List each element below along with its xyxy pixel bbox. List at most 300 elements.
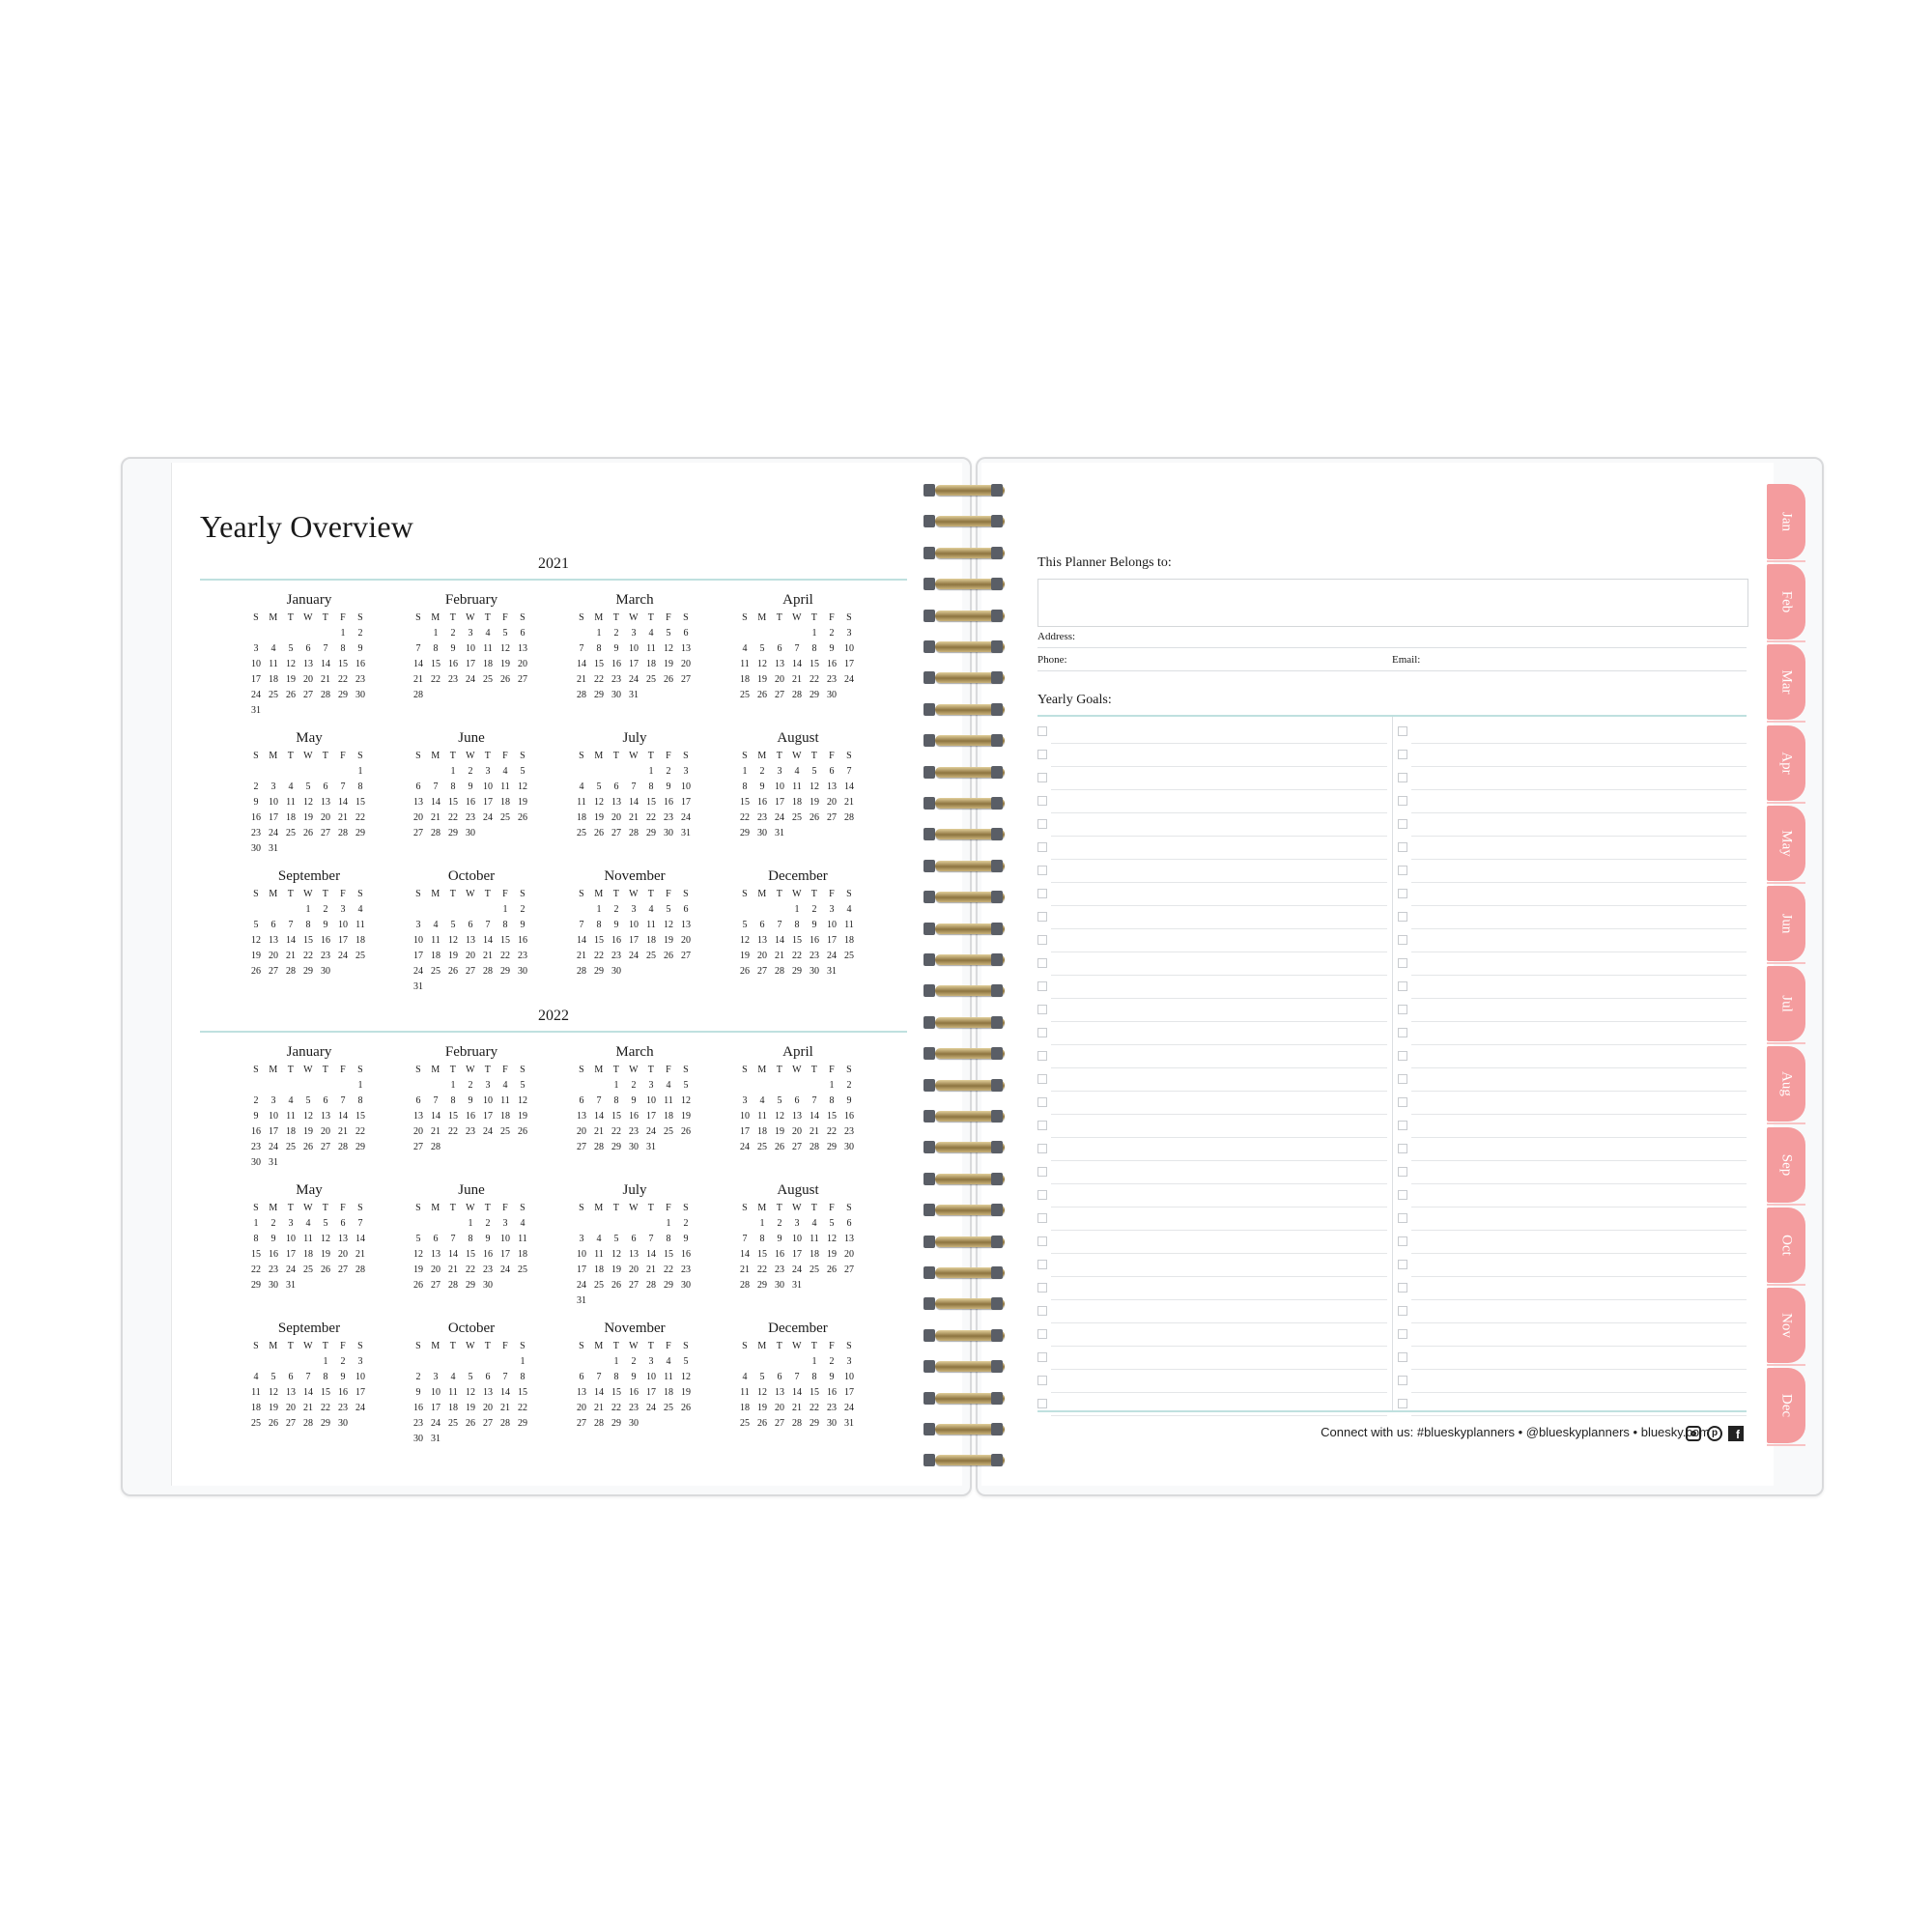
spiral-ring — [931, 1232, 1010, 1253]
day-number: 8 — [253, 1234, 259, 1244]
weekday-label: T — [322, 1065, 329, 1075]
day-number: 8 — [502, 920, 508, 930]
day-number: 5 — [829, 1218, 835, 1229]
weekday-label: S — [415, 751, 421, 761]
week-row — [736, 688, 860, 703]
punch-hole — [923, 1173, 935, 1185]
goal-checkbox[interactable] — [1398, 842, 1407, 852]
weekday-label: S — [742, 889, 748, 899]
day-number: 18 — [303, 1249, 313, 1260]
day-number: 16 — [251, 1126, 261, 1137]
day-number: 1 — [613, 1356, 619, 1367]
month-name: October — [447, 868, 496, 884]
punch-hole — [991, 953, 1003, 966]
day-number: 15 — [355, 797, 365, 808]
weekday-label: S — [846, 1065, 852, 1075]
day-number: 1 — [811, 1356, 817, 1367]
day-number: 17 — [251, 674, 261, 685]
day-number: 1 — [829, 1080, 835, 1091]
goal-row[interactable] — [1037, 952, 1387, 976]
day-number: 9 — [759, 781, 765, 792]
goal-checkbox[interactable] — [1398, 1399, 1407, 1408]
goal-row[interactable] — [1398, 1208, 1747, 1231]
goal-checkbox[interactable] — [1398, 1213, 1407, 1223]
day-number: 31 — [251, 705, 261, 716]
day-number: 18 — [740, 1403, 750, 1413]
tab-jun[interactable] — [1767, 886, 1805, 961]
goal-row[interactable] — [1037, 883, 1387, 906]
day-number: 3 — [468, 628, 473, 639]
goal-checkbox[interactable] — [1037, 1167, 1047, 1177]
tab-apr[interactable] — [1767, 725, 1805, 801]
goal-checkbox[interactable] — [1037, 912, 1047, 922]
goal-checkbox[interactable] — [1037, 1283, 1047, 1293]
goal-checkbox[interactable] — [1037, 981, 1047, 991]
day-number: 31 — [827, 966, 837, 977]
day-number: 25 — [483, 674, 493, 685]
goal-row[interactable] — [1398, 1323, 1747, 1347]
goal-row[interactable] — [1037, 721, 1387, 744]
day-number: 12 — [448, 935, 458, 946]
facebook-icon[interactable]: f — [1728, 1426, 1744, 1441]
day-number: 23 — [338, 1403, 348, 1413]
goal-checkbox[interactable] — [1037, 1376, 1047, 1385]
punch-hole — [991, 860, 1003, 872]
address-label: Address: — [1037, 631, 1076, 642]
goal-checkbox[interactable] — [1037, 1399, 1047, 1408]
tab-aug[interactable] — [1767, 1046, 1805, 1122]
day-number: 12 — [518, 1095, 527, 1106]
goal-checkbox[interactable] — [1398, 1329, 1407, 1339]
punch-hole — [991, 1360, 1003, 1373]
weekday-label: S — [357, 1065, 363, 1075]
goal-checkbox[interactable] — [1398, 1074, 1407, 1084]
day-number: 4 — [648, 904, 654, 915]
month-name: May — [296, 730, 323, 746]
day-number: 19 — [757, 1403, 767, 1413]
goal-row[interactable] — [1037, 1231, 1387, 1254]
tab-nov[interactable] — [1767, 1288, 1805, 1363]
goal-checkbox[interactable] — [1037, 1236, 1047, 1246]
goal-row[interactable] — [1398, 906, 1747, 929]
goal-checkbox[interactable] — [1398, 1167, 1407, 1177]
day-number: 20 — [577, 1403, 586, 1413]
week-row — [410, 1140, 533, 1155]
day-number: 17 — [269, 812, 278, 823]
day-number: 13 — [757, 935, 767, 946]
day-number: 9 — [631, 1372, 637, 1382]
goal-checkbox[interactable] — [1037, 1306, 1047, 1316]
goal-checkbox[interactable] — [1398, 981, 1407, 991]
goal-row[interactable] — [1398, 976, 1747, 999]
goal-row[interactable] — [1037, 976, 1387, 999]
day-number: 7 — [415, 643, 421, 654]
goal-row[interactable] — [1037, 1068, 1387, 1092]
punch-hole — [991, 1173, 1003, 1185]
weekday-label: T — [449, 1341, 457, 1351]
punch-hole — [991, 1454, 1003, 1466]
goal-checkbox[interactable] — [1398, 796, 1407, 806]
goal-row[interactable] — [1398, 952, 1747, 976]
day-number: 8 — [305, 920, 311, 930]
goal-checkbox[interactable] — [1037, 842, 1047, 852]
day-number: 27 — [681, 674, 691, 685]
week-row — [573, 826, 696, 841]
day-number: 21 — [792, 674, 802, 685]
goal-row[interactable] — [1037, 1323, 1387, 1347]
goal-checkbox[interactable] — [1037, 1144, 1047, 1153]
weekday-header — [247, 1339, 371, 1354]
week-row — [573, 764, 696, 780]
goal-checkbox[interactable] — [1037, 1028, 1047, 1037]
day-number: 26 — [664, 674, 673, 685]
goal-checkbox[interactable] — [1037, 773, 1047, 782]
tab-label: May — [1778, 830, 1795, 857]
goal-checkbox[interactable] — [1398, 819, 1407, 829]
goal-row[interactable] — [1398, 999, 1747, 1022]
goal-checkbox[interactable] — [1398, 1097, 1407, 1107]
day-number: 5 — [759, 1372, 765, 1382]
goal-row[interactable] — [1037, 1138, 1387, 1161]
day-number: 22 — [431, 674, 440, 685]
goal-row[interactable] — [1037, 929, 1387, 952]
goal-checkbox[interactable] — [1037, 750, 1047, 759]
tab-label: Aug — [1778, 1071, 1795, 1097]
weekday-label: T — [612, 751, 620, 761]
goal-row[interactable] — [1037, 1277, 1387, 1300]
day-number: 20 — [321, 1126, 330, 1137]
month-calendar — [736, 866, 860, 980]
day-number: 22 — [321, 1403, 330, 1413]
goal-row[interactable] — [1037, 1300, 1387, 1323]
day-number: 18 — [664, 1387, 673, 1398]
goal-checkbox[interactable] — [1037, 796, 1047, 806]
goal-checkbox[interactable] — [1398, 726, 1407, 736]
goal-checkbox[interactable] — [1037, 1213, 1047, 1223]
day-number: 12 — [594, 797, 604, 808]
goal-checkbox[interactable] — [1398, 958, 1407, 968]
month-calendar — [247, 589, 371, 719]
tab-separator — [1767, 1364, 1805, 1366]
weekday-header — [410, 1201, 533, 1216]
goal-checkbox[interactable] — [1398, 1260, 1407, 1269]
day-number: 29 — [611, 1418, 621, 1429]
day-number: 30 — [681, 1280, 691, 1291]
punch-hole — [923, 953, 935, 966]
goal-row[interactable] — [1398, 883, 1747, 906]
goal-row[interactable] — [1398, 1068, 1747, 1092]
week-row — [247, 1385, 371, 1401]
week-row — [736, 764, 860, 780]
goal-checkbox[interactable] — [1398, 1352, 1407, 1362]
month-name: June — [458, 1182, 485, 1198]
day-number: 15 — [611, 1387, 621, 1398]
week-row — [573, 641, 696, 657]
goal-row[interactable] — [1398, 1254, 1747, 1277]
week-row — [573, 626, 696, 641]
day-number: 24 — [844, 1403, 854, 1413]
day-number: 2 — [759, 766, 765, 777]
week-row — [573, 1263, 696, 1278]
goal-checkbox[interactable] — [1037, 1121, 1047, 1130]
goal-row[interactable] — [1398, 1370, 1747, 1393]
goal-row[interactable] — [1037, 1393, 1387, 1416]
goal-checkbox[interactable] — [1037, 1352, 1047, 1362]
week-row — [247, 672, 371, 688]
tab-dec[interactable] — [1767, 1368, 1805, 1443]
day-number: 18 — [646, 659, 656, 669]
tab-jan[interactable] — [1767, 484, 1805, 559]
day-number: 23 — [611, 674, 621, 685]
month-calendar — [247, 1318, 371, 1432]
month-calendar — [736, 1179, 860, 1293]
month-name: September — [277, 868, 341, 884]
goal-row[interactable] — [1398, 813, 1747, 837]
day-number: 24 — [500, 1264, 510, 1275]
tab-jul[interactable] — [1767, 966, 1805, 1041]
weekday-label: T — [776, 612, 783, 623]
day-number: 16 — [681, 1249, 691, 1260]
goal-checkbox[interactable] — [1037, 1097, 1047, 1107]
instagram-icon[interactable] — [1686, 1426, 1701, 1441]
day-number: 13 — [681, 643, 691, 654]
goal-checkbox[interactable] — [1037, 1074, 1047, 1084]
goal-row[interactable] — [1037, 813, 1387, 837]
phone-email-line[interactable] — [1037, 670, 1747, 671]
punch-hole — [923, 1266, 935, 1279]
goal-row[interactable] — [1398, 744, 1747, 767]
goal-row[interactable] — [1398, 1277, 1747, 1300]
goal-checkbox[interactable] — [1037, 1260, 1047, 1269]
day-number: 6 — [846, 1218, 852, 1229]
tab-oct[interactable] — [1767, 1208, 1805, 1283]
spiral-ring — [931, 1043, 1010, 1065]
day-number: 23 — [413, 1418, 423, 1429]
day-number: 5 — [742, 920, 748, 930]
goal-row[interactable] — [1398, 837, 1747, 860]
goal-row[interactable] — [1037, 1347, 1387, 1370]
goal-row[interactable] — [1037, 999, 1387, 1022]
day-number: 6 — [613, 781, 619, 792]
day-number: 28 — [810, 1142, 819, 1152]
day-number: 24 — [483, 1126, 493, 1137]
goal-row[interactable] — [1398, 1300, 1747, 1323]
day-number: 15 — [611, 1111, 621, 1122]
goal-row[interactable] — [1037, 1045, 1387, 1068]
goal-checkbox[interactable] — [1037, 1329, 1047, 1339]
goal-checkbox[interactable] — [1037, 866, 1047, 875]
goal-checkbox[interactable] — [1398, 773, 1407, 782]
month-name: February — [444, 1044, 498, 1060]
goal-checkbox[interactable] — [1398, 1121, 1407, 1130]
goal-checkbox[interactable] — [1398, 935, 1407, 945]
day-number: 4 — [305, 1218, 311, 1229]
day-number: 21 — [355, 1249, 365, 1260]
day-number: 23 — [466, 812, 475, 823]
tab-separator — [1767, 802, 1805, 804]
goal-row[interactable] — [1037, 1370, 1387, 1393]
goal-row[interactable] — [1037, 744, 1387, 767]
goal-checkbox[interactable] — [1037, 1190, 1047, 1200]
day-number: 15 — [431, 659, 440, 669]
day-number: 17 — [355, 1387, 365, 1398]
week-row — [410, 1278, 533, 1293]
weekday-label: T — [287, 1203, 295, 1213]
day-number: 1 — [323, 1356, 328, 1367]
day-number: 22 — [355, 1126, 365, 1137]
belongs-to-field[interactable] — [1037, 579, 1748, 627]
goal-row[interactable] — [1037, 837, 1387, 860]
pinterest-icon[interactable]: p — [1707, 1426, 1722, 1441]
day-number: 9 — [340, 1372, 346, 1382]
weekday-label: W — [629, 751, 639, 761]
weekday-label: T — [647, 612, 655, 623]
day-number: 13 — [518, 643, 527, 654]
day-number: 1 — [340, 628, 346, 639]
day-number: 26 — [664, 951, 673, 961]
day-number: 14 — [775, 935, 784, 946]
day-number: 14 — [338, 797, 348, 808]
weekday-label: F — [340, 1203, 346, 1213]
week-row — [247, 918, 371, 933]
goal-checkbox[interactable] — [1037, 1005, 1047, 1014]
day-number: 26 — [775, 1142, 784, 1152]
weekday-label: T — [612, 1203, 620, 1213]
day-number: 11 — [740, 1387, 750, 1398]
tab-mar[interactable] — [1767, 644, 1805, 720]
goal-row[interactable] — [1398, 721, 1747, 744]
goal-checkbox[interactable] — [1398, 1376, 1407, 1385]
day-number: 8 — [794, 920, 800, 930]
day-number: 9 — [253, 1111, 259, 1122]
day-number: 5 — [666, 904, 671, 915]
weekday-label: F — [666, 1065, 671, 1075]
day-number: 16 — [810, 935, 819, 946]
goal-row[interactable] — [1037, 1022, 1387, 1045]
day-number: 30 — [251, 843, 261, 854]
goal-checkbox[interactable] — [1037, 819, 1047, 829]
day-number: 13 — [483, 1387, 493, 1398]
goal-row[interactable] — [1398, 1184, 1747, 1208]
goal-row[interactable] — [1037, 790, 1387, 813]
weekday-label: T — [322, 751, 329, 761]
goal-checkbox[interactable] — [1398, 1144, 1407, 1153]
week-row — [410, 626, 533, 641]
day-number: 25 — [269, 690, 278, 700]
goal-row[interactable] — [1398, 1347, 1747, 1370]
goal-row[interactable] — [1037, 860, 1387, 883]
goal-checkbox[interactable] — [1398, 866, 1407, 875]
week-row — [410, 1354, 533, 1370]
goal-row[interactable] — [1398, 929, 1747, 952]
day-number: 6 — [777, 1372, 782, 1382]
goal-checkbox[interactable] — [1037, 726, 1047, 736]
goal-checkbox[interactable] — [1398, 1306, 1407, 1316]
month-calendar — [736, 1318, 860, 1432]
goal-checkbox[interactable] — [1037, 958, 1047, 968]
tab-label: Dec — [1778, 1394, 1795, 1418]
day-number: 21 — [483, 951, 493, 961]
goal-row[interactable] — [1037, 1208, 1387, 1231]
goal-checkbox[interactable] — [1398, 750, 1407, 759]
day-number: 18 — [286, 1126, 296, 1137]
goal-row[interactable] — [1398, 1092, 1747, 1115]
goal-row[interactable] — [1037, 906, 1387, 929]
tab-feb[interactable] — [1767, 564, 1805, 639]
week-row — [573, 964, 696, 980]
goal-checkbox[interactable] — [1398, 1190, 1407, 1200]
goal-checkbox[interactable] — [1037, 1051, 1047, 1061]
goal-row[interactable] — [1037, 1184, 1387, 1208]
weekday-label: T — [287, 1341, 295, 1351]
goal-row[interactable] — [1398, 1231, 1747, 1254]
goal-row[interactable] — [1398, 860, 1747, 883]
goal-row[interactable] — [1398, 767, 1747, 790]
weekday-header — [573, 611, 696, 626]
day-number: 28 — [500, 1418, 510, 1429]
day-number: 13 — [681, 920, 691, 930]
tab-sep[interactable] — [1767, 1127, 1805, 1203]
day-number: 13 — [611, 797, 621, 808]
weekday-label: M — [269, 612, 278, 623]
goal-row[interactable] — [1037, 767, 1387, 790]
day-number: 11 — [844, 920, 854, 930]
address-line[interactable] — [1037, 647, 1747, 648]
goal-checkbox[interactable] — [1398, 1028, 1407, 1037]
weekday-header — [573, 1063, 696, 1078]
goal-row[interactable] — [1398, 1115, 1747, 1138]
goal-row[interactable] — [1037, 1161, 1387, 1184]
goal-checkbox[interactable] — [1398, 1283, 1407, 1293]
goal-row[interactable] — [1037, 1092, 1387, 1115]
day-number: 19 — [269, 1403, 278, 1413]
goal-row[interactable] — [1037, 1115, 1387, 1138]
goal-checkbox[interactable] — [1398, 1236, 1407, 1246]
day-number: 29 — [757, 1280, 767, 1291]
week-row — [573, 1278, 696, 1293]
day-number: 26 — [681, 1403, 691, 1413]
goal-row[interactable] — [1398, 1161, 1747, 1184]
weekday-label: S — [683, 751, 689, 761]
tab-may[interactable] — [1767, 806, 1805, 881]
goal-row[interactable] — [1398, 790, 1747, 813]
day-number: 25 — [303, 1264, 313, 1275]
day-number: 8 — [450, 781, 456, 792]
goal-checkbox[interactable] — [1398, 912, 1407, 922]
goal-checkbox[interactable] — [1037, 889, 1047, 898]
weekday-label: F — [829, 889, 835, 899]
goal-row[interactable] — [1398, 1393, 1747, 1416]
goal-row[interactable] — [1398, 1045, 1747, 1068]
day-number: 1 — [253, 1218, 259, 1229]
goal-checkbox[interactable] — [1037, 935, 1047, 945]
goal-row[interactable] — [1037, 1254, 1387, 1277]
goal-checkbox[interactable] — [1398, 889, 1407, 898]
day-number: 27 — [303, 690, 313, 700]
day-number: 25 — [810, 1264, 819, 1275]
weekday-label: T — [612, 1341, 620, 1351]
goal-row[interactable] — [1398, 1022, 1747, 1045]
day-number: 17 — [483, 1111, 493, 1122]
day-number: 4 — [596, 1234, 602, 1244]
goal-checkbox[interactable] — [1398, 1051, 1407, 1061]
day-number: 20 — [269, 951, 278, 961]
punch-hole — [923, 1047, 935, 1060]
goal-checkbox[interactable] — [1398, 1005, 1407, 1014]
goal-row[interactable] — [1398, 1138, 1747, 1161]
day-number: 30 — [810, 966, 819, 977]
day-number: 22 — [500, 951, 510, 961]
